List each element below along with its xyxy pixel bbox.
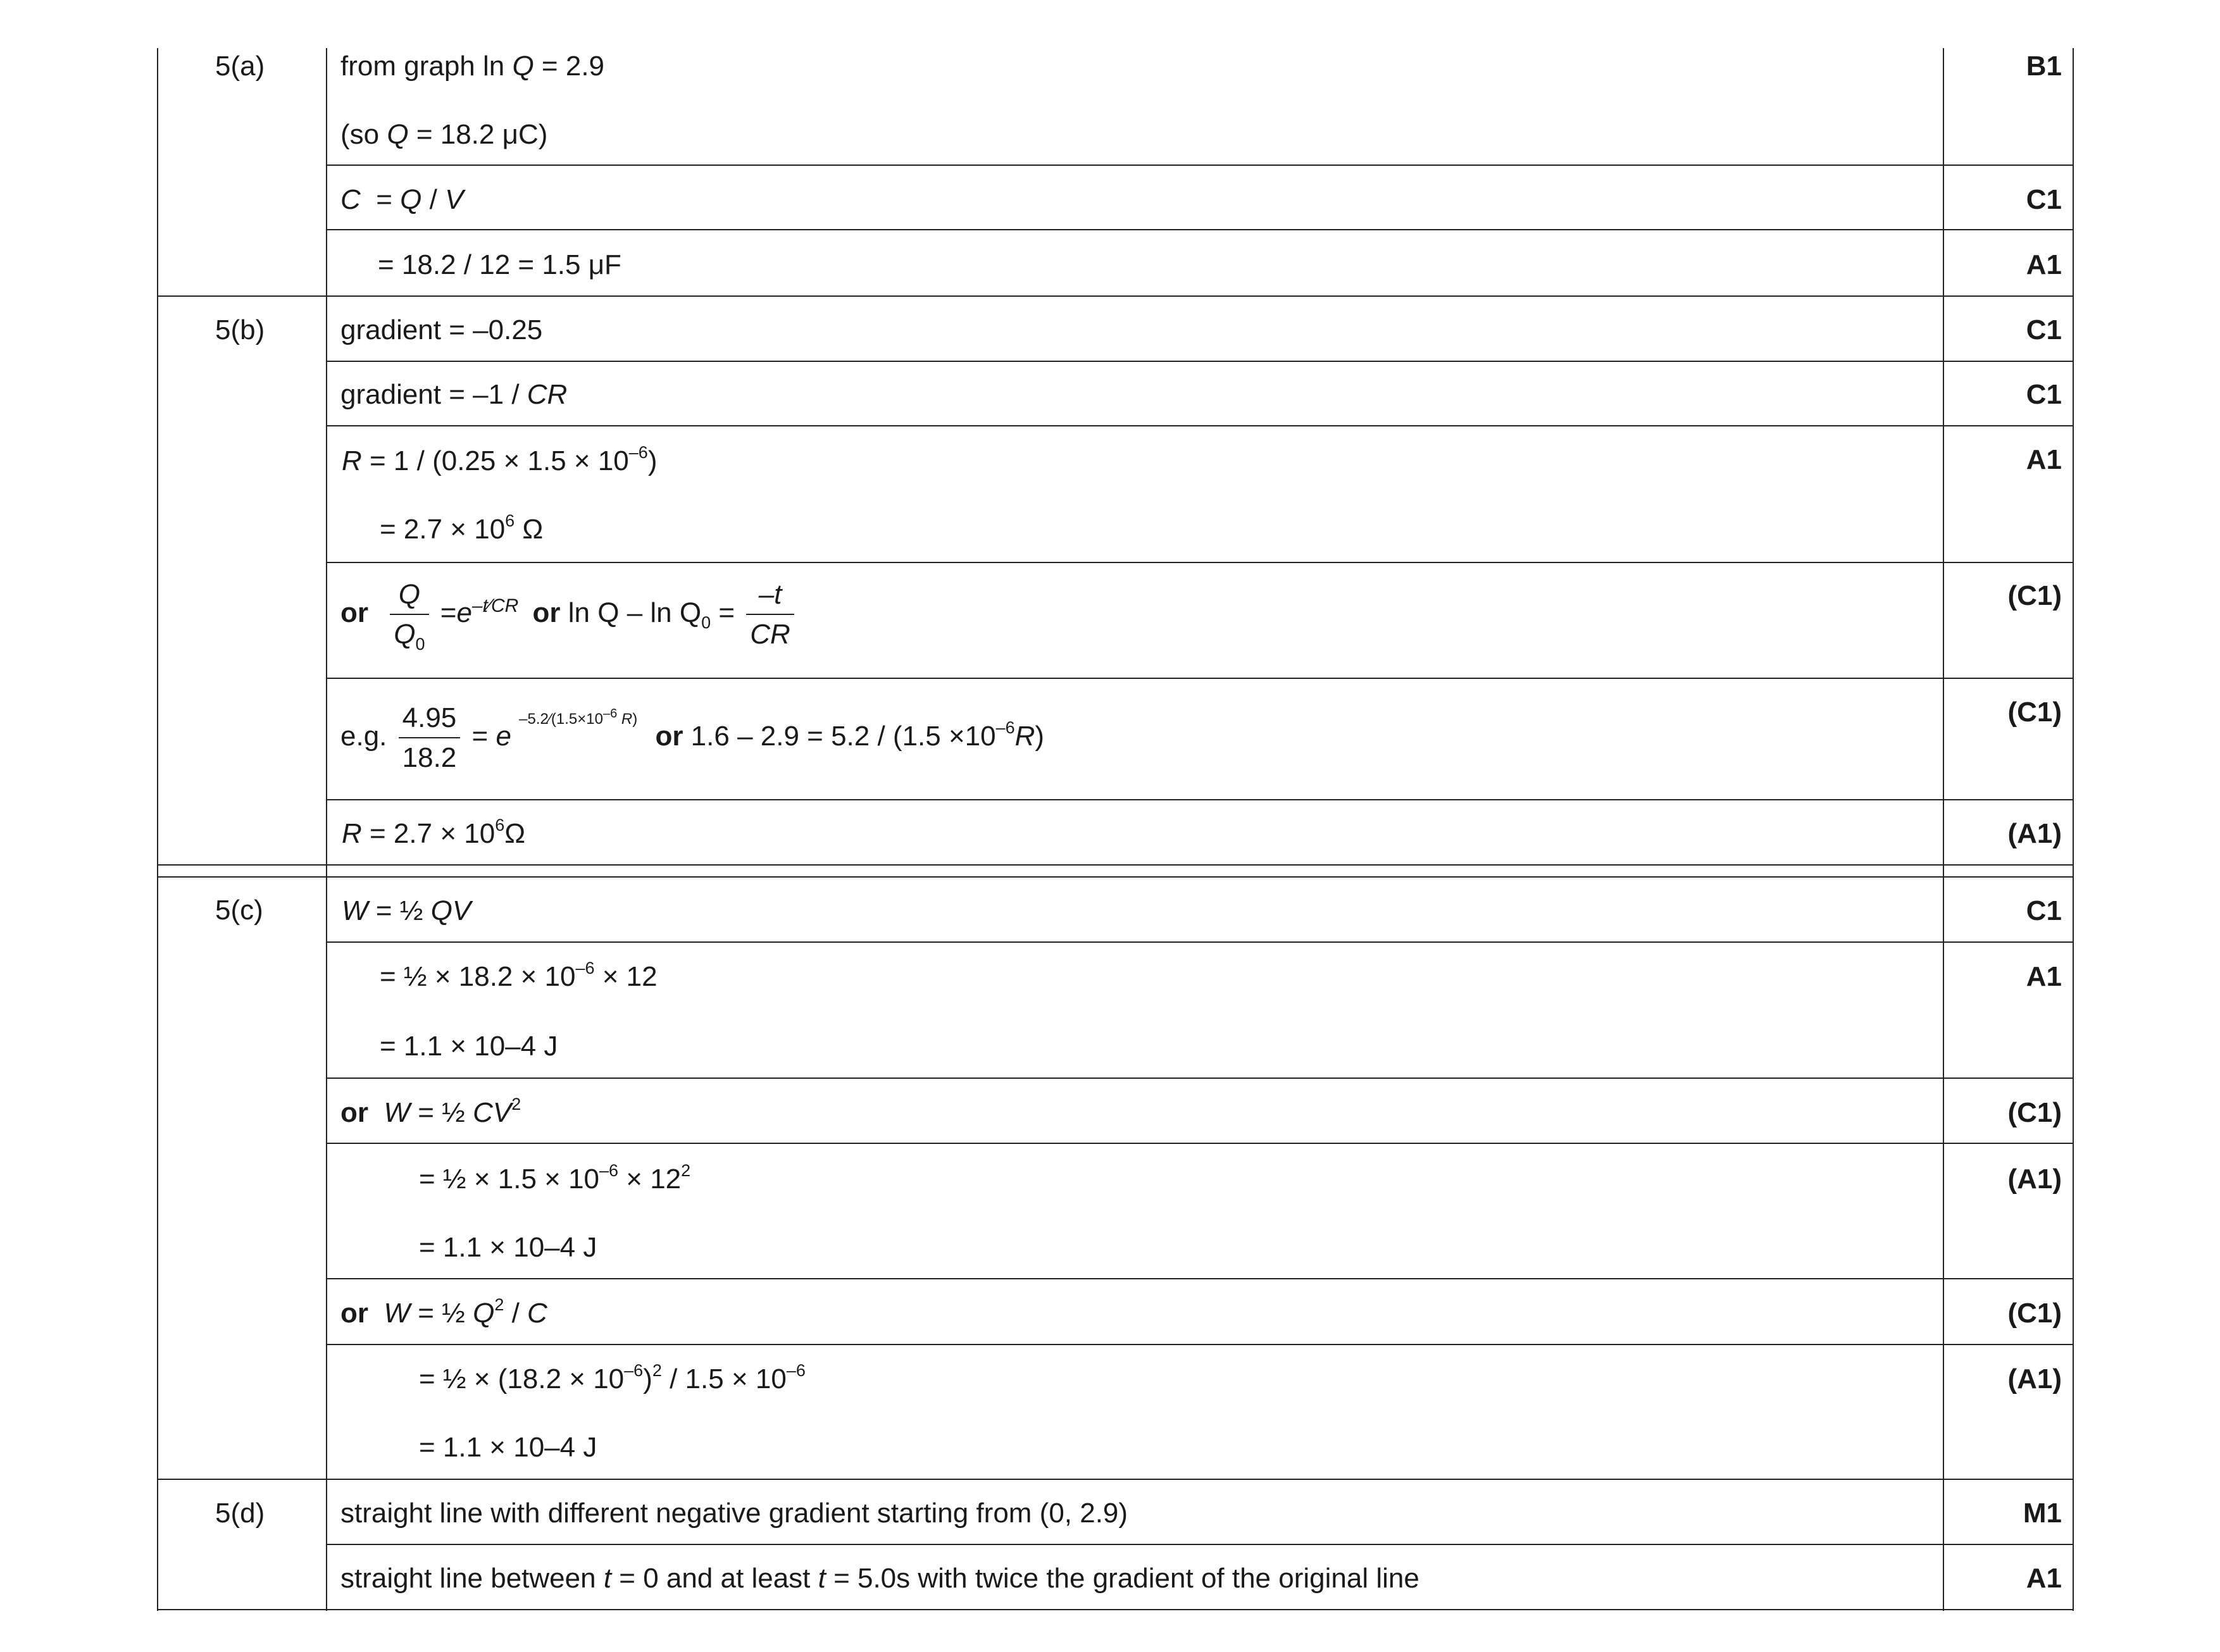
fraction: $\frac{-t}{CR}$ [746, 579, 794, 650]
mark-badge: (C1) [2007, 1298, 2062, 1329]
answer-line: (so Q = 18.2 μC) [340, 119, 548, 150]
question-label-5d: 5(d) [215, 1498, 265, 1529]
answer-line: gradient = –1 / CR [340, 379, 568, 410]
fraction: $\frac{4.95}{18.2}$ [399, 702, 461, 774]
mark-badge: (A1) [2007, 818, 2062, 849]
table-border-left [157, 48, 158, 1611]
mark-badge: C1 [2026, 379, 2062, 410]
answer-line: straight line with different negative gradient starting from (0, 2.9) [340, 1498, 1128, 1529]
rule-row [326, 229, 2074, 230]
answer-line: straight line between t = 0 and at least t = 5.0s with twice the gradient of the original line [340, 1563, 1419, 1594]
table-border-right [2073, 48, 2074, 1611]
answer-line: = ½ × $1.5 \times 10^{-6} \times 12^2$ [419, 1161, 691, 1195]
mark-badge: B1 [2026, 51, 2062, 82]
answer-line: or W = ½ $CV^2$ [340, 1095, 521, 1128]
answer-equation: or $\frac{Q}{Q_0}$ $=e^{-t⁄CR}$ or ln Q – $\ln Q_0$ = $\frac{-t}{CR}$ [340, 579, 798, 650]
answer-line: W = ½ QV [342, 895, 471, 926]
answer-equation: e.g. $\frac{4.95}{18.2}$ = e $^{-5.2⁄(1.5\times 10^{-6} R)}$ or $1.6 - 2.9 = 5.2 / (1.5 \times 10^{-6}R)$ [340, 702, 1045, 773]
mark-badge: A1 [2026, 961, 2062, 992]
mark-badge: (A1) [2007, 1164, 2062, 1195]
answer-line: gradient = –0.25 [340, 314, 543, 345]
rule-row [326, 799, 2074, 800]
rule-row [326, 678, 2074, 679]
rule-5a-5b [157, 295, 2074, 297]
answer-line: = ½ × $18.2 \times 10^{-6} \times 12$ [380, 959, 658, 992]
answer-line: $R = 2.7 \times 10^6\Omega$ [342, 816, 526, 849]
answer-line: = 18.2 / 12 = 1.5 μF [378, 249, 621, 280]
table-border-question-col [326, 48, 327, 1611]
answer-line: = $2.7 \times 10^6$ Ω [380, 511, 544, 545]
mark-badge: C1 [2026, 184, 2062, 215]
rule-row [326, 941, 2074, 943]
rule-row [326, 1143, 2074, 1144]
answer-line: = ½ × $(18.2 \times 10^{-6})^2 / 1.5 \times 10^{-6}$ [419, 1361, 806, 1394]
rule-row [326, 165, 2074, 166]
rule-row [326, 1278, 2074, 1279]
answer-line: C = Q / V [340, 184, 464, 215]
fraction: $\frac{Q}{Q_0}$ [390, 579, 428, 650]
mark-badge: A1 [2026, 444, 2062, 475]
answer-line: = 1.1 × 10–4 J [380, 1031, 558, 1062]
rule-row [326, 1344, 2074, 1345]
mark-badge: A1 [2026, 1563, 2062, 1594]
mark-badge: (C1) [2007, 580, 2062, 611]
rule-5c-start [157, 876, 2074, 878]
rule-row [326, 1544, 2074, 1545]
rule-row [326, 1078, 2074, 1079]
rule-5c-5d [157, 1479, 2074, 1480]
mark-badge: M1 [2023, 1498, 2062, 1529]
answer-line: or W = ½ $Q^2$ / C [340, 1295, 547, 1329]
mark-badge: A1 [2026, 249, 2062, 280]
rule-row [326, 425, 2074, 426]
answer-line: from graph ln Q = 2.9 [340, 51, 605, 82]
question-label-5a: 5(a) [215, 51, 265, 82]
table-border-marks-col [1943, 48, 1944, 1611]
mark-badge: C1 [2026, 895, 2062, 926]
rule-table-bottom [157, 1609, 2074, 1610]
rule-row [326, 562, 2074, 563]
question-label-5b: 5(b) [215, 314, 265, 345]
mark-badge: C1 [2026, 314, 2062, 345]
answer-line: = 1.1 × 10–4 J [419, 1232, 597, 1263]
question-label-5c: 5(c) [215, 895, 263, 926]
answer-line: = 1.1 × 10–4 J [419, 1432, 597, 1463]
rule-5b-end [157, 864, 2074, 866]
mark-badge: (C1) [2007, 697, 2062, 728]
rule-row [326, 361, 2074, 362]
mark-badge: (C1) [2007, 1097, 2062, 1128]
mark-badge: (A1) [2007, 1363, 2062, 1394]
answer-line: $R = 1 / (0.25 \times 1.5 \times 10^{-6})$ [342, 443, 658, 476]
